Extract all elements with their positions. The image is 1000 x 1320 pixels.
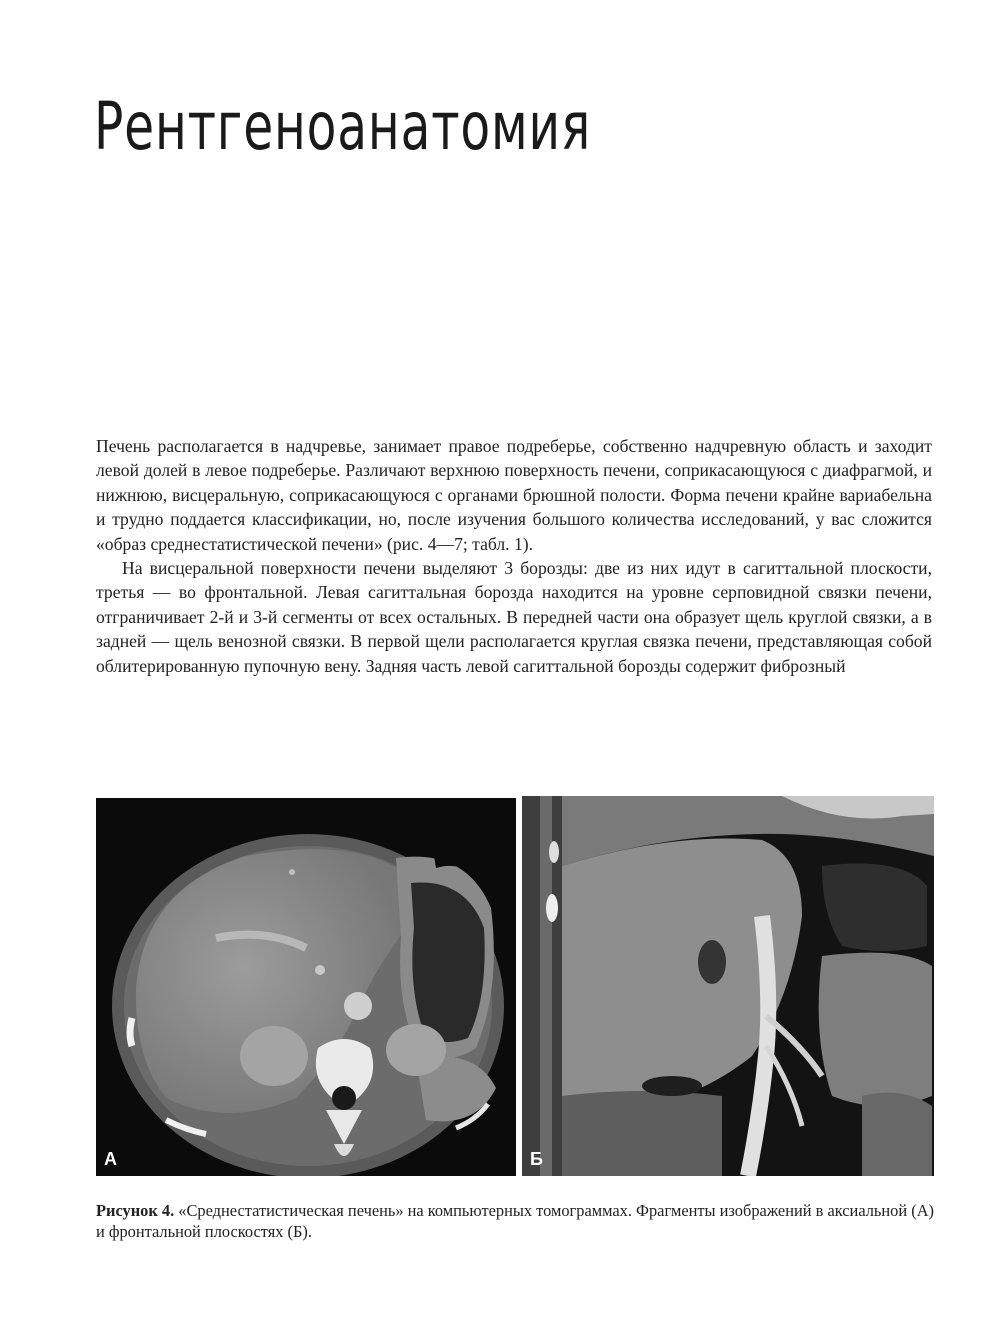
ct-coronal-drawing [522, 796, 934, 1176]
caption-text: «Среднестатистическая печень» на компьютерных томограммах. Фрагменты изображений в аксиальной (А) и фронтальной плоскостях (Б). [96, 1201, 934, 1241]
ct-axial-image [96, 798, 516, 1176]
ct-axial-drawing [96, 798, 516, 1176]
paragraph-1: Печень располагается в надчревье, занимает правое подреберье, собственно надчревную область и заходит левой долей в левое подреберье. Различают верхнюю поверхность печени, соприкасающуюся с диафрагмой, и нижнюю, висцеральную, соприкасающуюся с органами брюшной полости. Форма печени крайне вариабельна и трудно поддается классификации, но, после изучения большого количества исследований, у вас сложится «образ среднестатистической печени» (рис. 4—7; табл. 1). [96, 436, 932, 554]
figure-caption [96, 1200, 934, 1242]
page-title: Рентгеноанатомия [94, 88, 592, 165]
panel-b-label: Б [530, 1149, 543, 1169]
body-text [96, 434, 932, 678]
paragraph-2: На висцеральной поверхности печени выделяют 3 борозды: две из них идут в сагиттальной плоскости, третья — во фронтальной. Левая сагиттальная борозда находится на уровне серповидной связки печени, отграничивает 2-й и 3-й сегменты от всех остальных. В передней части она образует щель круглой связки, а в задней — щель венозной связки. В первой щели располагается круглая связка печени, представляющая собой облитерированную пупочную вену. Задняя часть левой сагиттальной борозды содержит фиброзный [96, 558, 932, 676]
panel-a-label: А [104, 1149, 117, 1169]
figure-4 [96, 798, 934, 1176]
caption-label: Рисунок 4. [96, 1201, 175, 1220]
ct-coronal-image [522, 796, 934, 1176]
